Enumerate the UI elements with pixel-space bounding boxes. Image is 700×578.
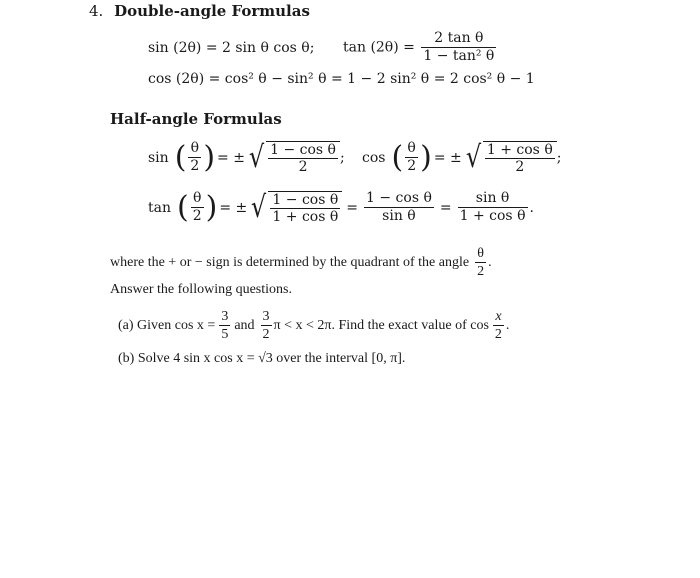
tan-label: tan [148, 199, 171, 216]
tan-double-angle-numerator: 2 tan θ [421, 30, 496, 48]
angle-theta-over-two: $\frac{\theta}{2}$ [477, 246, 485, 279]
theta-over-two: $\frac{\theta}{2}$ [190, 140, 200, 174]
question-b: (b) Solve 4 sin x cos x = √3 over the interval [0, π]. [118, 351, 406, 366]
theta-over-two: $\frac{\theta}{2}$ [407, 140, 417, 174]
tan-half-alt-fraction-2: $\frac{\text{sin θ}}{\text{1 + cos θ}}$ [459, 190, 526, 224]
sin-half-numerator: 1 − cos θ [270, 141, 336, 158]
tan-double-angle-formula [343, 30, 498, 65]
tan-double-angle-fraction [421, 30, 496, 65]
sin-half-angle-formula: sin ( $\frac{\theta}{2}$ ) = ± √ $\frac{\text{1 − cos θ}}{2}$ ; [148, 139, 345, 175]
half-angle-heading: Half-angle Formulas [110, 110, 282, 128]
instructions: Answer the following questions. [110, 282, 292, 297]
tan-half-alt-fraction-1: $\frac{\text{1 − cos θ}}{\text{sin θ}}$ [366, 190, 432, 224]
tan-half-angle-formula: tan ( $\frac{\theta}{2}$ ) = ± √ $\frac{\text{1 − cos θ}}{\text{1 + cos θ}}$ = $\frac{\text{1 − cos θ}}{\text{sin θ}}$ = $\frac{\text{sin θ}}{\text{1 + cos θ}}$ . [148, 189, 534, 225]
cos-label: cos [362, 149, 386, 166]
sin-half-angle-radical: √ $\frac{\text{1 − cos θ}}{2}$ [247, 141, 340, 175]
section-heading [89, 2, 310, 20]
question-a: (a) Given cos x = $\frac{3}{5}$ and $\frac{3}{2}$ π < x < 2π. Find the exact value of cos $\frac{x}{2}$ . [118, 309, 510, 342]
sign-note: where the + or − sign is determined by the quadrant of the angle $\frac{\theta}{2}$ . [110, 246, 492, 279]
cos-double-angle-formula: cos (2θ) = cos² θ − sin² θ = 1 − 2 sin² θ = 2 cos² θ − 1 [148, 71, 535, 87]
theta-over-two: $\frac{\theta}{2}$ [192, 190, 202, 224]
sin-label: sin [148, 149, 169, 166]
sin-double-angle-formula: sin (2θ) = 2 sin θ cos θ; [148, 40, 315, 56]
cos-half-numerator: 1 + cos θ [486, 141, 553, 158]
tan-half-angle-radical: √ $\frac{\text{1 − cos θ}}{\text{1 + cos θ}}$ [249, 191, 342, 225]
section-title: Double-angle Formulas [114, 2, 310, 20]
cos-half-angle-radical: √ $\frac{\text{1 + cos θ}}{2}$ [464, 141, 557, 175]
cos-half-angle-formula: cos ( $\frac{\theta}{2}$ ) = ± √ $\frac{\text{1 + cos θ}}{2}$ ; [362, 139, 562, 175]
tan-double-angle-denominator: 1 − tan² θ [423, 48, 495, 64]
section-number: 4. [89, 2, 104, 20]
tan-double-angle-lhs: tan (2θ) = [343, 39, 415, 56]
